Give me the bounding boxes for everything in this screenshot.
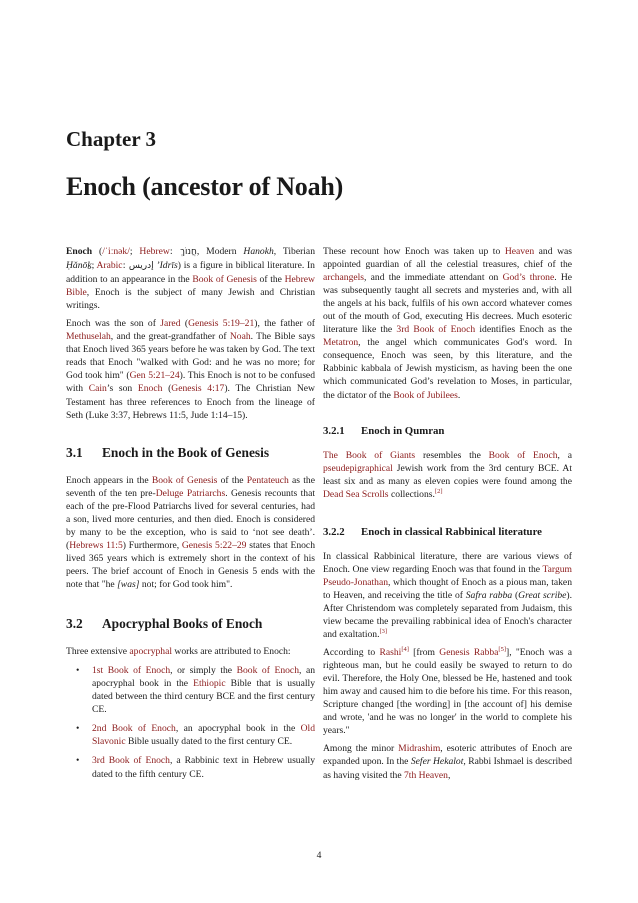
dead-sea-scrolls-link[interactable]: Dead Sea Scrolls xyxy=(323,488,389,500)
text: ], "Enoch was a righteous man, but he could easily be swayed to return to do evil. Therefore, the Holy One, blessed be He, hastened and took him away and caused him to die before his time. For this reason, Scripture changed [the wording] in [the account of] his demise and wrote, 'and he was no longer' in the world to complete his years." xyxy=(323,647,572,737)
text: In classical Rabbinical literature, there are various views of Enoch. One view regarding Enoch was that found in the xyxy=(323,550,572,575)
old-slavonic-link[interactable]: Old Slavonic xyxy=(92,723,315,748)
rashi-paragraph xyxy=(323,646,572,737)
qumran-paragraph xyxy=(323,449,572,501)
left-column xyxy=(66,245,315,787)
text: Enoch was the son of xyxy=(66,318,161,330)
chapter-label: Chapter 3 xyxy=(66,127,157,151)
third-book-of-enoch-link[interactable]: 3rd Book of Enoch xyxy=(92,755,170,767)
ipa-link[interactable]: /ˈiːnək/ xyxy=(102,246,130,257)
subsection-title: Enoch in Qumran xyxy=(361,424,445,437)
reference-link[interactable]: [2] xyxy=(434,487,443,495)
noah-link[interactable]: Noah xyxy=(229,331,251,343)
text: ’s son xyxy=(106,383,138,395)
text: . He was subsequently taught all secrets and mysteries and, with all the angels at his back, fulfils of his own accord whatever comes out of the mouth of God, executing His decrees. Much esoteric literature like the xyxy=(323,272,573,336)
was-italic: [was] xyxy=(117,579,140,591)
section-number: 3.2 xyxy=(66,616,83,632)
midrashim-link[interactable]: Midrashim xyxy=(398,743,441,755)
tiberian-name: Ḥănōḵ xyxy=(66,260,92,272)
text: , Enoch is the subject of many Jewish and Christian writings. xyxy=(66,287,315,312)
book-of-jubilees-link[interactable]: Book of Jubilees xyxy=(393,389,458,401)
lineage-paragraph xyxy=(66,317,315,421)
modern-name: Hanokh xyxy=(243,246,274,257)
page-number: 4 xyxy=(316,850,322,861)
sefer-hekalot: Sefer Hekalot xyxy=(410,756,464,768)
text: , the angel which communicates God's word. In consequence, Enoch was seen, by this literature, and the Rabbinic kabbala of Jewish mysticism, as having been the one which communicated God’s revelation to Moses, in particular, the dictator of the xyxy=(323,337,572,401)
idris-name: ʼIdrīs xyxy=(156,260,178,272)
text: ). The Christian New Testament has three references to Enoch from the lineage of Seth (Luke 3:37, Hebrews 11:5, Jude 1:14–15). xyxy=(66,383,315,421)
text: collections. xyxy=(388,488,435,500)
reference-link[interactable]: [3] xyxy=(379,627,388,635)
text: ( xyxy=(512,589,519,601)
text: , and the great-grandfather of xyxy=(110,331,230,343)
gen-5-21-link[interactable]: Gen 5:21–24 xyxy=(129,370,180,382)
text: resembles the xyxy=(415,449,489,461)
reference-link[interactable]: [5] xyxy=(498,645,507,653)
text: ) is a figure in biblical literature. In addition to an appearance in the xyxy=(66,260,315,286)
apocryphal-link[interactable]: apocryphal xyxy=(129,646,173,658)
text: , esoteric attributes of Enoch are expanded upon. In the xyxy=(323,743,572,768)
apocryphal-list xyxy=(66,664,315,780)
targum-link[interactable]: Targum Pseudo-Jonathan xyxy=(323,563,572,588)
third-book-of-enoch-link[interactable]: 3rd Book of Enoch xyxy=(396,324,476,336)
text: Bible usually dated to the first century CE. xyxy=(125,736,293,748)
reference-link[interactable]: [4] xyxy=(401,645,409,653)
enoch-link[interactable]: Enoch xyxy=(137,383,163,395)
gods-throne-link[interactable]: God’s throne xyxy=(502,272,555,284)
text: ), the father of xyxy=(254,318,315,330)
list-item xyxy=(66,664,315,716)
text: , Rabbi Ishmael is described as having visited the xyxy=(323,756,572,781)
apocryphal-intro xyxy=(66,645,315,658)
archangels-link[interactable]: archangels xyxy=(323,272,365,284)
bullet-icon: • xyxy=(76,755,80,767)
hebrew-script: : חֲנוֹךְ xyxy=(169,247,197,257)
section-heading xyxy=(66,617,315,630)
text: states that Enoch lived 365 years which is extremely short in the context of his peers. The brief account of Enoch in Genesis 5 ends with the note that "he xyxy=(66,539,315,591)
book-of-genesis-link[interactable]: Book of Genesis xyxy=(151,474,218,486)
second-book-of-enoch-link[interactable]: 2nd Book of Enoch xyxy=(92,723,176,735)
genesis-rabba-link[interactable]: Genesis Rabba xyxy=(439,647,499,659)
text: , and the immediate attendant on xyxy=(364,272,503,284)
text: of the xyxy=(256,274,285,286)
seventh-heaven-link[interactable]: 7th Heaven xyxy=(404,769,448,781)
text: , an apocryphal book in the xyxy=(175,723,301,735)
text: , Tiberian xyxy=(273,246,315,257)
pentateuch-link[interactable]: Pentateuch xyxy=(246,474,289,486)
text: ; xyxy=(91,260,97,272)
patriarchs-link[interactable]: Patriarchs xyxy=(186,487,226,499)
subsection-number: 3.2.1 xyxy=(323,424,345,437)
list-item xyxy=(66,722,315,748)
great-scribe: Great scribe xyxy=(518,589,567,601)
text: as the seventh of the ten pre- xyxy=(66,474,315,499)
text: , Modern xyxy=(196,246,244,257)
book-of-genesis-link[interactable]: Book of Genesis xyxy=(192,274,257,286)
arabic-script: : إدريس xyxy=(122,261,154,272)
text: ; xyxy=(129,246,140,257)
text: works are attributed to Enoch: xyxy=(172,646,291,658)
jared-link[interactable]: Jared xyxy=(160,318,181,330)
text: Jewish work from the 3rd century BCE. At least six and as many as eleven copies were found among the xyxy=(323,462,572,487)
rabbinical-paragraph xyxy=(323,550,572,641)
text: [from xyxy=(408,647,440,659)
text: , or simply the xyxy=(170,665,237,677)
pseudepigraphical-link[interactable]: pseudepigraphical xyxy=(323,462,393,474)
first-book-of-enoch-link[interactable]: 1st Book of Enoch xyxy=(92,665,171,677)
section-number: 3.1 xyxy=(66,444,83,460)
text: , xyxy=(447,769,451,781)
text: ( xyxy=(162,383,172,395)
list-item xyxy=(66,754,315,780)
text: These recount how Enoch was taken up to xyxy=(323,246,505,257)
heaven-link[interactable]: Heaven xyxy=(504,246,535,257)
section-heading xyxy=(66,446,315,459)
text: identifies Enoch as the xyxy=(475,324,572,336)
text: , which thought of Enoch as a pious man, taken to Heaven, and receiving the title of xyxy=(323,576,572,601)
cain-link[interactable]: Cain xyxy=(88,383,107,395)
hebrews-11-5-link[interactable]: Hebrews 11:5 xyxy=(69,539,123,551)
ethiopic-link[interactable]: Ethiopic xyxy=(193,678,226,690)
subsection-number: 3.2.2 xyxy=(323,525,345,538)
rashi-link[interactable]: Rashi xyxy=(379,647,402,659)
book-of-enoch-link[interactable]: Book of Enoch xyxy=(236,665,299,677)
text: ( xyxy=(92,246,103,257)
genesis-4-17-link[interactable]: Genesis 4:17 xyxy=(171,383,225,395)
section-title: Apocryphal Books of Enoch xyxy=(102,616,263,632)
text: of the xyxy=(217,474,247,486)
genesis-5-19-link[interactable]: Genesis 5:19–21 xyxy=(188,318,255,330)
right-column xyxy=(323,245,572,787)
chapter-title: Enoch (ancestor of Noah) xyxy=(66,172,344,201)
subsection-heading xyxy=(323,424,572,438)
methuselah-link[interactable]: Methuselah xyxy=(66,331,111,343)
bullet-icon: • xyxy=(76,723,80,735)
text: ). This Enoch is not to be confused with xyxy=(66,370,315,395)
text: According to xyxy=(323,647,380,659)
text: Bible that is usually dated between the third century BCE and the first century CE. xyxy=(92,678,315,716)
text: ( xyxy=(180,318,189,330)
text: Enoch appears in the xyxy=(66,474,152,486)
text: . xyxy=(457,389,461,401)
metatron-link[interactable]: Metatron xyxy=(323,337,359,349)
deluge-link[interactable]: Deluge xyxy=(155,487,184,499)
text: , an apocryphal book in the xyxy=(92,665,316,690)
text: and was appointed guardian of all the celestial treasures, chief of the xyxy=(323,246,572,271)
hebrew-link[interactable]: Hebrew xyxy=(139,246,170,257)
term-enoch: Enoch xyxy=(66,246,93,257)
text: . The Bible says that Enoch lived 365 years before he was taken by God. The text reads that Enoch "walked with God: and he was no more; for God took him" ( xyxy=(66,331,315,382)
subsection-title: Enoch in classical Rabbinical literature xyxy=(361,525,542,538)
text: , a xyxy=(557,449,572,461)
text: , a Rabbinic text in Hebrew usually dated to the fifth century CE. xyxy=(92,755,315,780)
midrashim-paragraph xyxy=(323,742,572,781)
section-title: Enoch in the Book of Genesis xyxy=(102,444,270,460)
text: not; for God took him". xyxy=(139,579,233,591)
text: Among the minor xyxy=(323,743,399,755)
safra-rabba: Safra rabba xyxy=(465,589,513,601)
bullet-icon: • xyxy=(76,665,80,677)
subsection-heading xyxy=(323,525,572,539)
text: Three extensive xyxy=(66,646,130,658)
genesis-paragraph xyxy=(66,474,315,591)
arabic-link[interactable]: Arabic xyxy=(96,260,123,272)
genesis-5-22-link[interactable]: Genesis 5:22–29 xyxy=(181,539,247,551)
text: . Genesis recounts that each of the pre-Flood Patriarchs lived for several centuries, had a son, lived more centuries, and then died. Enoch is considered by many to be the exception, who is said to ‘not see death’. ( xyxy=(66,487,316,551)
intro-paragraph xyxy=(66,245,315,312)
book-of-enoch-link[interactable]: Book of Enoch xyxy=(488,449,558,461)
text: ). After Christendom was completely separated from Judaism, this view became the prevailing rabbinical idea of Enoch's character and exaltation. xyxy=(323,589,573,641)
recount-paragraph xyxy=(323,245,572,402)
hebrew-bible-link[interactable]: Hebrew Bible xyxy=(66,274,315,299)
text: ) Furthermore, xyxy=(122,539,182,551)
book-of-giants-link[interactable]: The Book of Giants xyxy=(323,449,416,461)
